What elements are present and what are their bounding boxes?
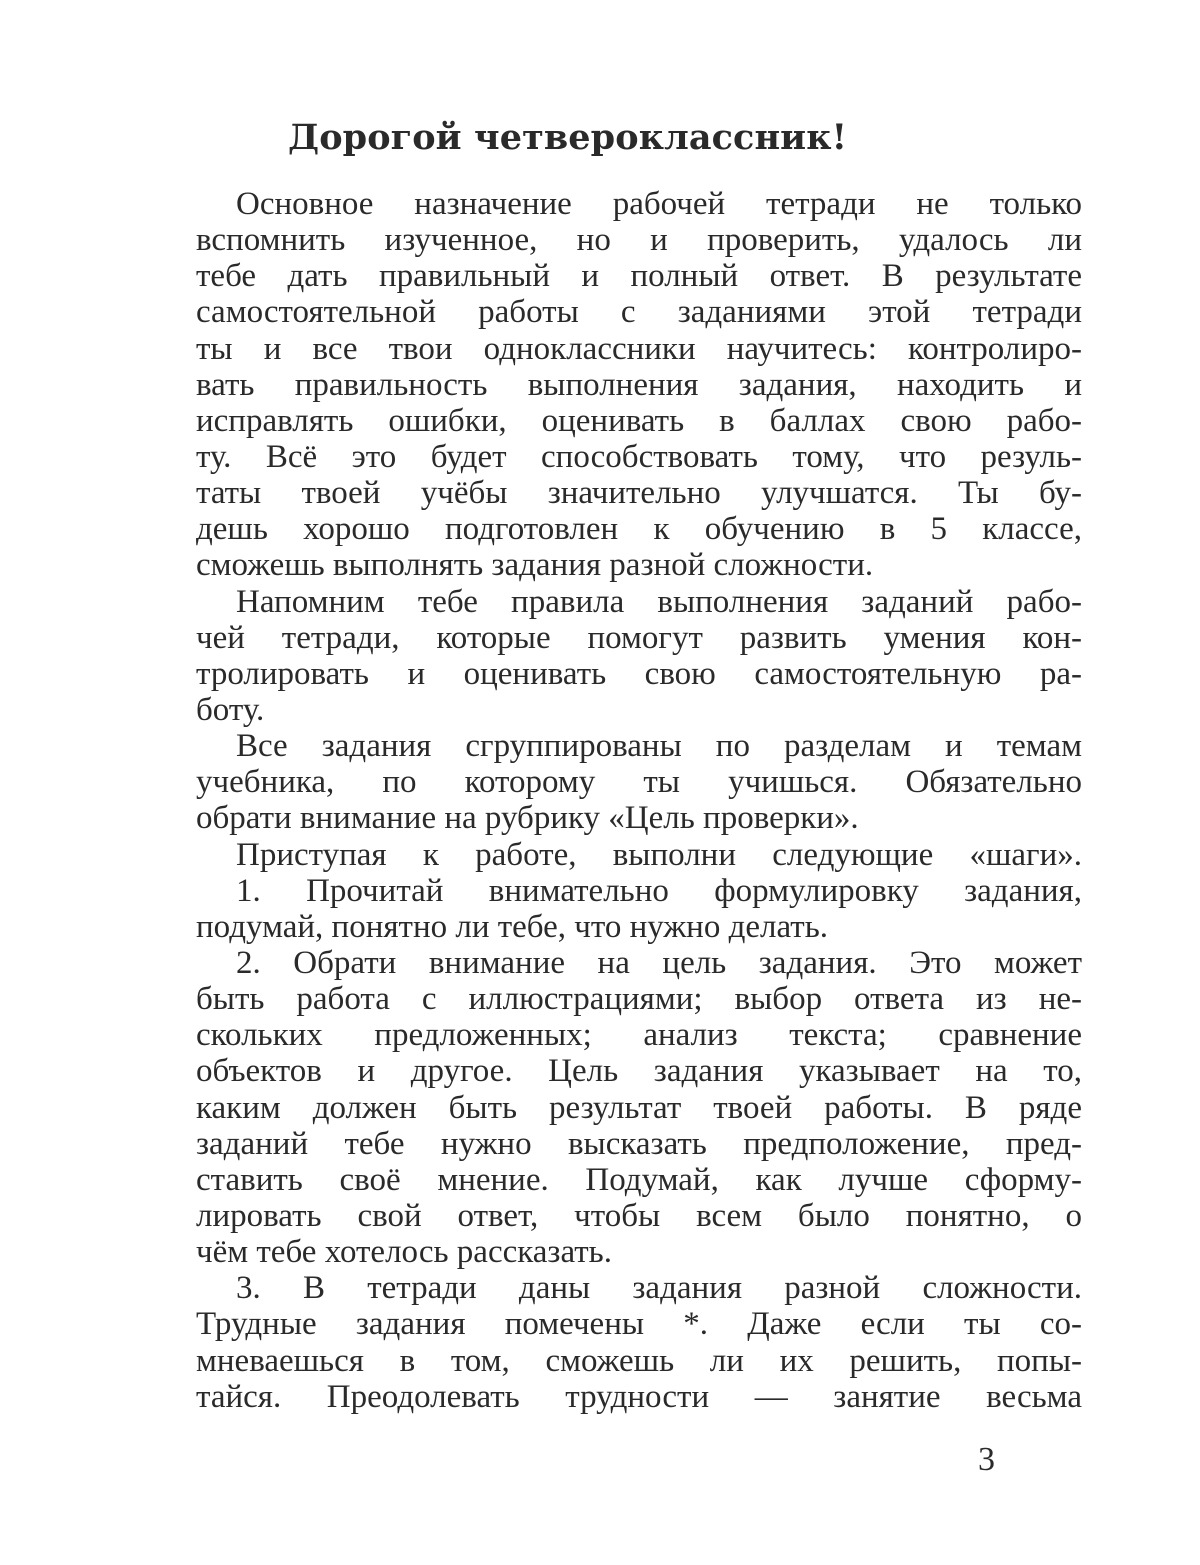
text-line: Приступая к работе, выполни следующие «шаги». [236,836,1082,873]
text-line: боту. [196,691,265,728]
text-line: самостоятельной работы с заданиями этой тетради [196,294,1082,331]
text-line: каким должен быть результат твоей работы. В ряде [196,1089,1082,1126]
text-line: сможешь выполнять задания разной сложности. [196,547,874,584]
text-line: тебе дать правильный и полный ответ. В результате [196,258,1082,295]
page-number: 3 [978,1441,995,1478]
text-line: тролировать и оценивать свою самостоятельную ра- [196,655,1082,692]
text-line: подумай, понятно ли тебе, что нужно делать. [196,908,828,945]
text-line: исправлять ошибки, оценивать в баллах свою рабо- [196,402,1082,439]
text-line: дешь хорошо подготовлен к обучению в 5 классе, [196,511,1082,548]
body-text [196,186,1082,1415]
text-line: Напомним тебе правила выполнения заданий рабо- [236,583,1082,620]
text-line: Основное назначение рабочей тетради не только [236,186,1082,222]
text-line: таты твоей учёбы значительно улучшатся. Ты бу- [196,475,1082,512]
text-line: вать правильность выполнения задания, находить и [196,366,1082,403]
text-line: скольких предложенных; анализ текста; сравнение [196,1017,1082,1054]
text-line: лировать свой ответ, чтобы всем было понятно, о [196,1197,1082,1234]
text-line: тайся. Преодолевать трудности — занятие весьма [196,1378,1082,1415]
text-line: ту. Всё это будет способствовать тому, что резуль- [196,438,1082,475]
text-line: чей тетради, которые помогут развить умения кон- [196,619,1082,656]
text-line: объектов и другое. Цель задания указывает на то, [196,1053,1082,1090]
text-line: чём тебе хотелось рассказать. [196,1234,612,1271]
text-line: 3. В тетради даны задания разной сложности. [236,1270,1082,1307]
text-line: Трудные задания помечены *. Даже если ты со- [196,1306,1082,1343]
text-line: 1. Прочитай внимательно формулировку задания, [236,872,1082,909]
text-line: мневаешься в том, сможешь ли их решить, попы- [196,1342,1082,1379]
text-line: быть работа с иллюстрациями; выбор ответа из не- [196,981,1082,1018]
text-line: заданий тебе нужно высказать предположение, пред- [196,1125,1082,1162]
text-line: 2. Обрати внимание на цель задания. Это может [236,944,1082,981]
text-line: учебника, по которому ты учишься. Обязательно [196,764,1082,801]
text-line: ставить своё мнение. Подумай, как лучше сформу- [196,1161,1082,1198]
text-line: Все задания сгруппированы по разделам и темам [236,728,1082,765]
text-line: обрати внимание на рубрику «Цель проверки». [196,800,859,837]
text-line: ты и все твои одноклассники научитесь: контролиро- [196,330,1082,367]
page-title: Дорогой четвероклассник! [288,117,848,158]
text-line: вспомнить изученное, но и проверить, удалось ли [196,222,1082,259]
